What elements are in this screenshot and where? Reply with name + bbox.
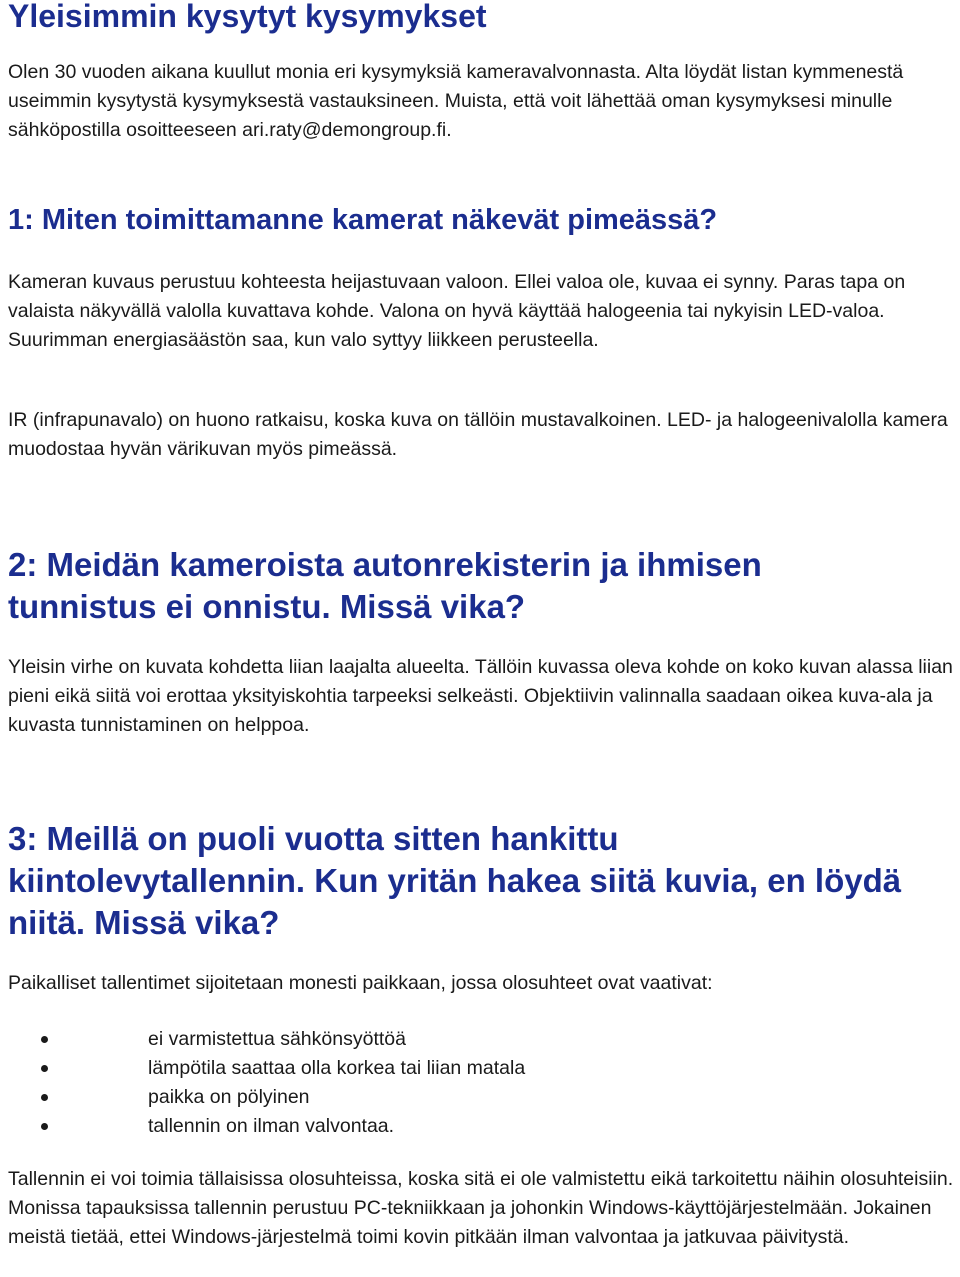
question-3-answer-intro: Paikalliset tallentimet sijoitetaan monesti paikkaan, jossa olosuhteet ovat vaativat: [8,972,713,994]
list-item [8,1054,908,1083]
conditions-list [8,1025,908,1141]
bullet-icon [41,1123,48,1130]
bullet-icon [41,1094,48,1101]
list-item [8,1112,908,1141]
question-1-heading: 1: Miten toimittamanne kamerat näkevät pimeässä? [8,204,718,236]
list-item-text: tallennin on ilman valvontaa. [148,1115,395,1137]
question-1-answer-paragraph-2: IR (infrapunavalo) on huono ratkaisu, koska kuva on tällöin mustavalkoinen. LED- ja halogeenivalolla kamera muodostaa hyvän värikuvan myös pimeässä. [8,409,948,460]
list-item-text: paikka on pölyinen [148,1086,310,1108]
page-title: Yleisimmin kysytyt kysymykset [8,0,487,34]
question-2-heading: 2: Meidän kameroista autonrekisterin ja ihmisen tunnistus ei onnistu. Missä vika? [8,546,762,625]
question-2-answer: Yleisin virhe on kuvata kohdetta liian laajalta alueelta. Tällöin kuvassa oleva kohde on koko kuvan alassa liian pieni eikä siitä voi erottaa yksityiskohtia tarpeeksi selkeästi. Objektiivin valinnalla saadaan oikea kuva-ala ja kuvasta tunnistaminen on helppoa. [8,656,953,736]
list-item-text: ei varmistettua sähkönsyöttöä [148,1028,406,1050]
intro-paragraph: Olen 30 vuoden aikana kuullut monia eri kysymyksiä kameravalvonnasta. Alta löydät listan kymmenestä useimmin kysytystä kysymyksestä vastauksineen. Muista, että voit lähettää oman kysymyksesi minulle sähköpostilla osoitteeseen ari.raty@demongroup.fi. [8,61,904,141]
list-item [8,1025,908,1054]
question-3-heading: 3: Meillä on puoli vuotta sitten hankittu kiintolevytallennin. Kun yritän hakea siitä kuvia, en löydä niitä. Missä vika? [8,820,902,941]
question-1-answer-paragraph-1: Kameran kuvaus perustuu kohteesta heijastuvaan valoon. Ellei valoa ole, kuvaa ei synny. Paras tapa on valaista näkyvällä valolla kuvattava kohde. Valona on hyvä käyttää halogeenia tai nykyisin LED-valoa. Suurimman energiasäästön saa, kun valo syttyy liikkeen perusteella. [8,271,906,351]
bullet-icon [41,1065,48,1072]
list-item [8,1083,908,1112]
bullet-icon [41,1036,48,1043]
list-item-text: lämpötila saattaa olla korkea tai liian matala [148,1057,526,1079]
question-3-answer-outro: Tallennin ei voi toimia tällaisissa olosuhteissa, koska sitä ei ole valmistettu eikä tarkoitettu näihin olosuhteisiin. Monissa tapauksissa tallennin perustuu PC-tekniikkaan ja johonkin Windows-käyttöjärjestelmään. Jokainen meistä tietää, ettei Windows-järjestelmä toimi kovin pitkään ilman valvontaa ja jatkuvaa päivitystä. [8,1168,954,1248]
